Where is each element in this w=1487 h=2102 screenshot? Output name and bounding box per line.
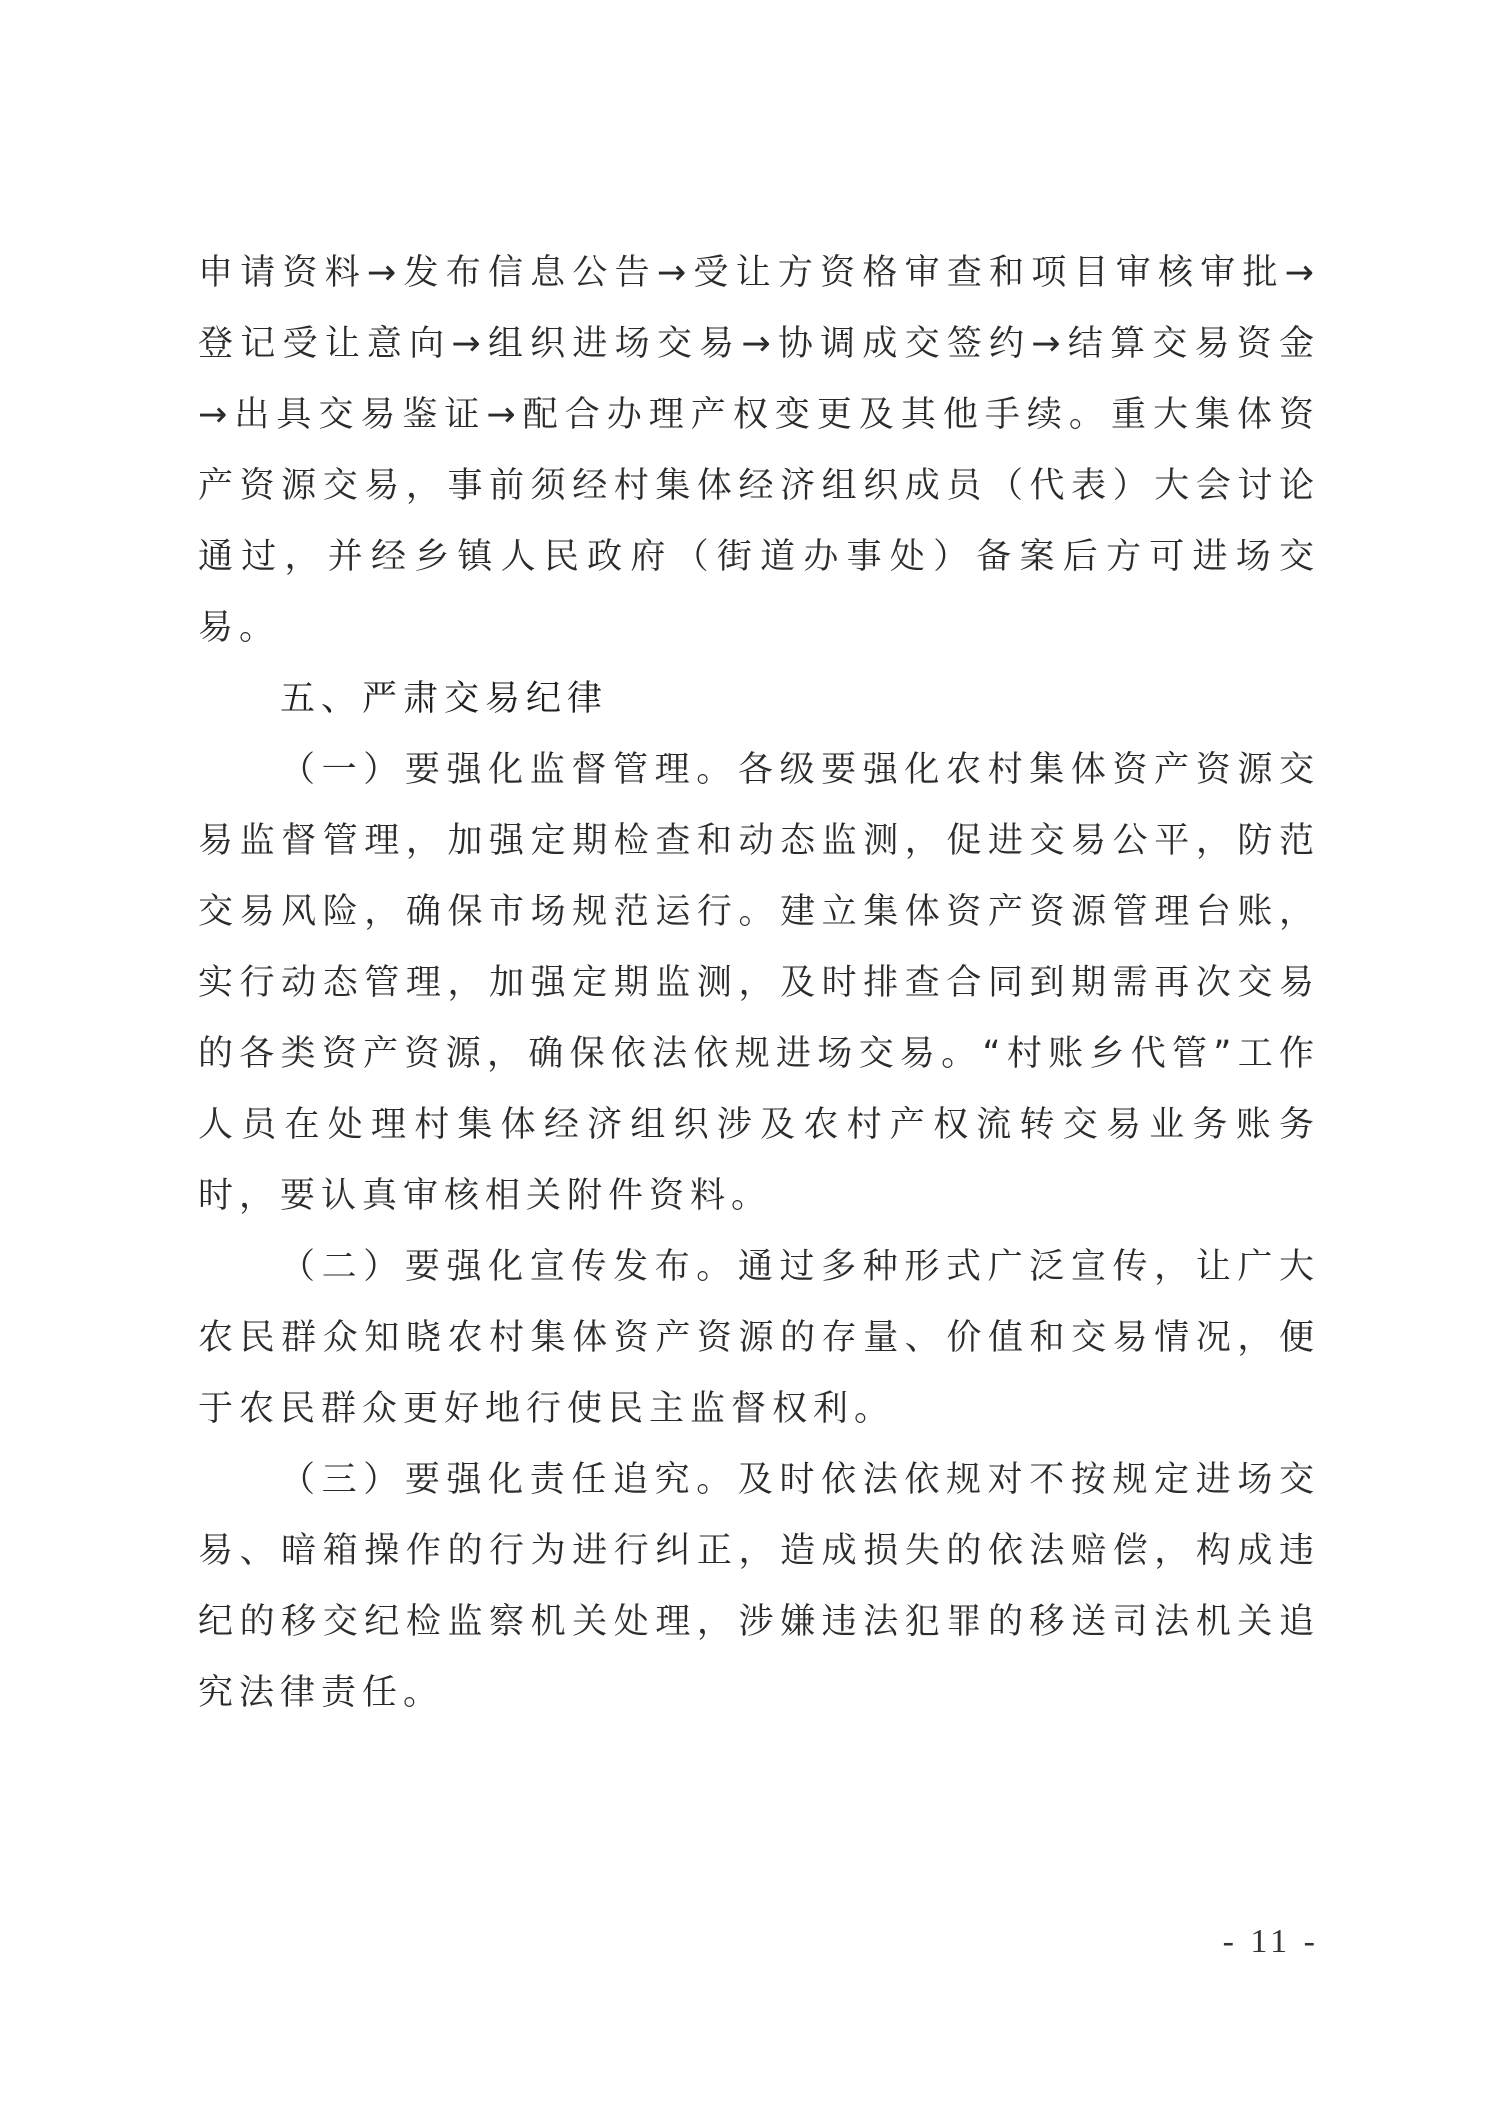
document-body — [198, 238, 1320, 1729]
page-number: - 11 - — [1222, 1923, 1319, 1960]
paragraph-publicity: （二）要强化宣传发布。通过多种形式广泛宣传，让广大农民群众知晓农村集体资产资源的存量、价值和交易情况，便于农民群众更好地行使民主监督权利。 — [198, 1247, 1320, 1429]
paragraph-supervision: （一）要强化监督管理。各级要强化农村集体资产资源交易监督管理，加强定期检查和动态监测，促进交易公平，防范交易风险，确保市场规范运行。建立集体资产资源管理台账，实行动态管理，加强定期监测，及时排查合同到期需再次交易的各类资产资源，确保依法依规进场交易。“村账乡代管”工作人员在处理村集体经济组织涉及农村产权流转交易业务账务时，要认真审核相关附件资料。 — [198, 750, 1320, 1216]
paragraph-continuation: 申请资料→发布信息公告→受让方资格审查和项目审核审批→登记受让意向→组织进场交易→协调成交签约→结算交易资金→出具交易鉴证→配合办理产权变更及其他手续。重大集体资产资源交易，事前须经村集体经济组织成员（代表）大会讨论通过，并经乡镇人民政府（街道办事处）备案后方可进场交易。 — [198, 253, 1320, 648]
section-heading: 五、严肃交易纪律 — [280, 679, 609, 719]
paragraph-accountability: （三）要强化责任追究。及时依法依规对不按规定进场交易、暗箱操作的行为进行纠正，造成损失的依法赔偿，构成违纪的移交纪检监察机关处理，涉嫌违法犯罪的移送司法机关追究法律责任。 — [198, 1460, 1320, 1713]
